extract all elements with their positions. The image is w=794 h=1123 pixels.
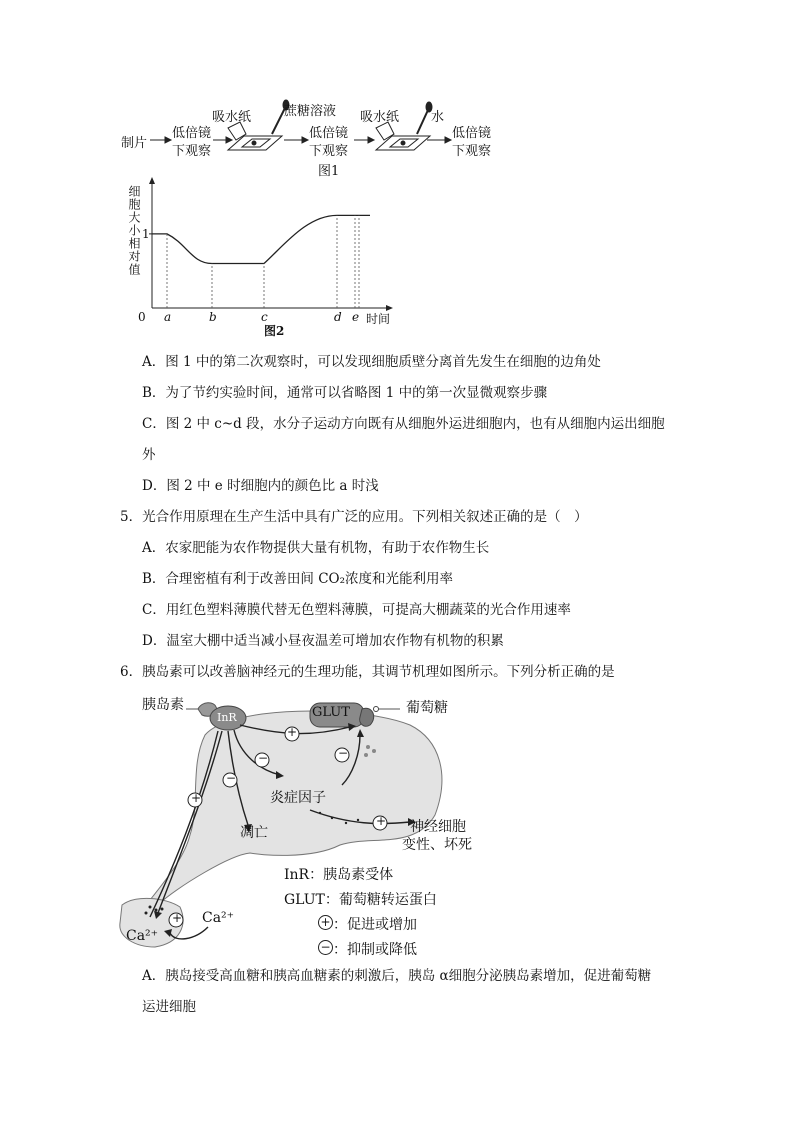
x-axis-label: 时间 bbox=[366, 312, 391, 326]
x-tick-label-e: e bbox=[352, 310, 360, 324]
y-axis-arrow bbox=[149, 177, 155, 184]
q4-option-c: C．图 2 中 c~d 段，水分子运动方向既有从细胞外运进细胞内，也有从细胞内运出细胞 bbox=[142, 416, 665, 432]
inhibit-sign: − bbox=[258, 751, 269, 765]
apoptosis-label: 凋亡 bbox=[240, 825, 268, 841]
neuron-label-line1: 神经细胞 bbox=[410, 819, 466, 835]
q5-stem: 5．光合作用原理在生产生活中具有广泛的应用。下列相关叙述正确的是（ ） bbox=[120, 509, 588, 525]
glut-label: GLUT bbox=[312, 705, 350, 720]
x-tick-label-c: c bbox=[261, 310, 268, 324]
q4-option-b: B．为了节约实验时间，通常可以省略图 1 中的第一次显微观察步骤 bbox=[142, 385, 548, 401]
legend-plus-icon: + bbox=[318, 915, 333, 930]
q4-option-c-continued: 外 bbox=[142, 447, 156, 463]
step-observe-3-line1: 低倍镜 bbox=[452, 126, 492, 141]
step-observe-3-line2: 下观察 bbox=[452, 144, 492, 159]
neuron-label-line2: 变性、坏死 bbox=[402, 837, 472, 853]
q5-option-d: D．温室大棚中适当减小昼夜温差可增加农作物有机物的积累 bbox=[142, 633, 504, 649]
x-axis-arrow bbox=[386, 305, 393, 311]
q5-option-b: B．合理密植有利于改善田间 CO₂浓度和光能利用率 bbox=[142, 571, 454, 587]
inhibit-sign: − bbox=[226, 771, 237, 785]
glucose-label: 葡萄糖 bbox=[406, 700, 448, 716]
promote-sign: + bbox=[191, 791, 202, 805]
calcium-label-left: Ca²⁺ bbox=[126, 928, 159, 944]
figure-1-caption: 图1 bbox=[318, 164, 340, 179]
inr-label: InR bbox=[217, 711, 237, 724]
promote-sign: + bbox=[376, 814, 387, 828]
absorb-paper-label-1: 吸水纸 bbox=[212, 110, 252, 125]
x-tick-label-d: d bbox=[334, 310, 342, 324]
step-observe-1-line2: 下观察 bbox=[172, 144, 212, 159]
legend-glut: GLUT：葡萄糖转运蛋白 bbox=[284, 892, 437, 908]
q4-option-a: A．图 1 中的第二次观察时，可以发现细胞质壁分离首先发生在细胞的边角处 bbox=[142, 354, 601, 370]
insulin-label: 胰岛素 bbox=[142, 697, 184, 713]
q4-option-d: D．图 2 中 e 时细胞内的颜色比 a 时浅 bbox=[142, 478, 379, 494]
figure-2-caption: 图2 bbox=[264, 324, 285, 338]
calcium-label-right: Ca²⁺ bbox=[202, 910, 235, 926]
q6-option-a-continued: 运进细胞 bbox=[142, 999, 196, 1015]
step-observe-2-line1: 低倍镜 bbox=[309, 126, 349, 141]
q5-option-c: C．用红色塑料薄膜代替无色塑料薄膜，可提高大棚蔬菜的光合作用速率 bbox=[142, 602, 571, 618]
step-make-label: 制片 bbox=[121, 136, 148, 151]
x-tick-label-a: a bbox=[164, 310, 172, 324]
y-axis-label: 细胞大小相对值 bbox=[127, 185, 141, 276]
figure-2-chart bbox=[120, 172, 410, 342]
inflammation-factor-label: 炎症因子 bbox=[270, 790, 326, 806]
absorb-paper-label-2: 吸水纸 bbox=[360, 110, 400, 125]
inhibit-sign: − bbox=[338, 746, 349, 760]
legend-promote: ：促进或增加 bbox=[333, 917, 417, 933]
q6-option-a: A．胰岛接受高血糖和胰高血糖素的刺激后，胰岛 α细胞分泌胰岛素增加，促进葡萄糖 bbox=[142, 968, 652, 984]
water-label: 水 bbox=[431, 110, 445, 125]
y-tick-label: 1 bbox=[142, 226, 150, 241]
figure-1-drawing bbox=[0, 0, 794, 185]
step-observe-2-line2: 下观察 bbox=[309, 144, 349, 159]
q6-stem: 6．胰岛素可以改善脑神经元的生理功能，其调节机理如图所示。下列分析正确的是 bbox=[120, 664, 615, 680]
legend-inhibit: ：抑制或降低 bbox=[333, 942, 417, 958]
step-observe-1-line1: 低倍镜 bbox=[172, 126, 212, 141]
promote-sign: + bbox=[172, 911, 183, 925]
sucrose-label: 蔗糖溶液 bbox=[284, 104, 337, 119]
legend-inr: InR：胰岛素受体 bbox=[284, 867, 394, 883]
origin-label: 0 bbox=[138, 310, 146, 324]
promote-sign: + bbox=[287, 725, 298, 739]
legend-minus-icon: − bbox=[318, 940, 333, 955]
q5-option-a: A．农家肥能为农作物提供大量有机物，有助于农作物生长 bbox=[142, 540, 490, 556]
x-tick-label-b: b bbox=[209, 310, 217, 324]
